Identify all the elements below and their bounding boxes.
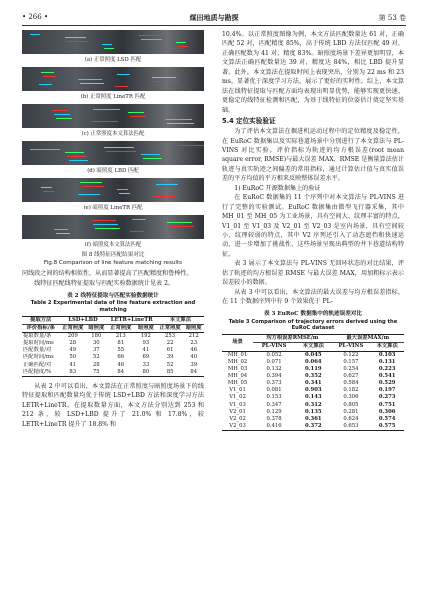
- table3-cell: 0.103: [378, 351, 396, 358]
- table2-group-cell: LETR+LineTR: [107, 316, 157, 324]
- right-paragraph-3: 在 EuRoC 数据集的 11 个序列中对本文算法与 PL-VINS 进行了完整的实验测试。EuRoC 数据集由微型飞行器采集，其中 MH_01 至 MH_05 为工业场景，具有空间大、纹理丰富的特点，V1_01 至 V1_03 及 V2_01 至 V2_03 是室内场景，具有空间较小、纹理较弱的特点，其中 V2 序列还引入了动态遮挡和快速运动，进一步增加了挑战性，这些场景呈现出典型的井下巷道结构特征。: [222, 194, 404, 258]
- matched-line-mark: [156, 184, 178, 185]
- table3-row: [222, 359, 404, 366]
- table3-cell: 0.122: [343, 351, 359, 358]
- matched-line-mark: [30, 149, 60, 150]
- matched-line-mark: [115, 86, 128, 87]
- table3-cell: 0.653: [343, 422, 359, 429]
- table2-cell: 192: [140, 333, 151, 340]
- table3-cell: 0.805: [343, 401, 359, 408]
- table2-cell: 23: [190, 340, 198, 347]
- table3-row: [222, 366, 404, 373]
- table3-cell: 0.541: [378, 372, 396, 379]
- table-2: [22, 316, 204, 377]
- matched-line-mark: [65, 152, 84, 153]
- table2-title-cn: 表 2 线特征提取与匹配实验数据统计: [67, 292, 159, 299]
- table2-sub-cell: 正常照度: [157, 324, 184, 332]
- matched-line-mark: [56, 233, 70, 234]
- table2-caption: [22, 293, 204, 314]
- table3-cell: 0.751: [378, 401, 396, 408]
- matched-line-mark: [56, 118, 72, 119]
- table3-cell: V1_01: [229, 387, 246, 394]
- table3-cell: MH_04: [227, 372, 248, 379]
- table3-cell: 0.157: [343, 358, 359, 365]
- table2-group-header: [22, 316, 204, 324]
- table3-cell: MH_05: [227, 380, 248, 387]
- table2-title-en: Table 2 Experimental data of line feature extraction and matching: [30, 300, 196, 313]
- table3-cell: 0.052: [266, 351, 282, 358]
- matched-line-mark: [128, 112, 144, 113]
- right-paragraph-1: 10.4%。以正常照度图像为例，本文方法匹配数量达 61 对，正确匹配 52 对，匹配精度 85%，高于传统 LBD 方法仅匹配 49 对，正确匹配数为 41 对，精度 83%。暗照度场景下差异更加明显，本文算法正确匹配数量达 39 对，精度达 84%，相比 LBD 提升显著。此外，本文算法在提取时间上表现突出，分别为 22 ms 和 23 ms，显著优于深度学习方法，展示了更好的实时性。综上，本文算法在线特征提取与匹配方面均表现出明显优势，能够实现更快速、更稳定的线特征检测和匹配，为基于线特征的位姿估计奠定坚实基础。: [222, 31, 404, 114]
- matched-line-mark: [91, 121, 118, 122]
- table2-cell: 46: [117, 361, 125, 368]
- table2-cell: 84: [117, 368, 125, 375]
- table3-sub-cell: 本文算法: [295, 343, 331, 351]
- table3-cell: 0.045: [305, 351, 322, 358]
- matched-line-mark: [54, 114, 70, 115]
- table3-cell: 0.197: [378, 387, 396, 394]
- table3-group-cell: 最大误差MAX/m: [332, 335, 404, 343]
- table3-cell: 0.129: [266, 408, 282, 415]
- table3-row: [222, 351, 404, 359]
- page-number: • 266 •: [22, 13, 49, 21]
- table2-cell: 83: [69, 368, 77, 375]
- matched-line-mark: [167, 222, 192, 223]
- table3-group-cell: 均方根误差RMSE/m: [253, 335, 331, 343]
- table3-cell: V2_01: [229, 408, 246, 415]
- matched-line-mark: [143, 158, 162, 159]
- matched-line-mark: [141, 39, 162, 40]
- table2-group-cell: LSD+LBD: [59, 316, 106, 324]
- matched-line-mark: [43, 76, 56, 77]
- table3-cell: 0.132: [266, 365, 282, 372]
- table3-cell: 0.223: [378, 365, 396, 372]
- table2-group-cell: 提取方法: [22, 316, 59, 324]
- table3-cell: 0.119: [305, 365, 322, 372]
- figure-panel-caption: (d) 暗照度 LBD 匹配: [87, 168, 139, 174]
- table2-cell: 80: [142, 368, 150, 375]
- table3-cell: 0.575: [378, 422, 396, 429]
- table3-title-cn: 表 3 EuRoC 数据集中的轨迹误差对比: [263, 311, 363, 318]
- table3-cell: V2_02: [229, 415, 246, 422]
- matched-line-mark: [65, 37, 86, 38]
- subsection-heading: 1) EuRoC 开源数据集上的验证: [234, 184, 321, 192]
- table3-title-en: Table 3 Comparison of trajectory errors derived using the EuRoC dataset: [228, 318, 398, 332]
- figure-panel-caption: (b) 正常照度 LineTR 匹配: [80, 94, 146, 100]
- table3-row: [222, 409, 404, 416]
- matched-line-mark: [30, 34, 40, 35]
- table3-row: [222, 394, 404, 401]
- figure-panel-caption: (f) 暗照度本文算法匹配: [84, 242, 142, 248]
- table2-sub-cell: 暗照度: [183, 324, 204, 332]
- table3-cell: 0.306: [343, 394, 359, 401]
- table3-caption: [222, 311, 404, 332]
- table3-row: [222, 402, 404, 409]
- table3-cell: 0.903: [305, 387, 322, 394]
- table2-cell: 66: [117, 354, 125, 361]
- table2-group-cell: 本文算法: [157, 316, 204, 324]
- matched-line-mark: [119, 193, 130, 194]
- table2-cell: 213: [115, 333, 126, 340]
- table3-cell: MH_03: [227, 365, 248, 372]
- table2-cell: 28: [92, 361, 100, 368]
- figure-caption: [22, 252, 204, 267]
- left-paragraph-2: 线特征匹配线特征提取与匹配实验数据统计见表 2。: [34, 279, 175, 287]
- table3-cell: 0.574: [378, 415, 396, 422]
- table3-cell: 0.281: [343, 408, 359, 415]
- table2-cell: 93: [142, 340, 150, 347]
- figure-panel-image: [22, 67, 204, 91]
- table3-cell: V1_03: [229, 401, 246, 408]
- matched-line-mark: [41, 187, 52, 188]
- matched-line-mark: [102, 44, 112, 45]
- table2-cell: 180: [91, 333, 102, 340]
- matched-line-mark: [169, 226, 194, 227]
- volume-label: 第 53 卷: [378, 14, 406, 22]
- table2-cell: 55: [117, 347, 125, 354]
- table3-sub-cell: 本文算法: [370, 343, 404, 351]
- matched-line-mark: [141, 154, 160, 155]
- table2-cell: 253: [165, 333, 176, 340]
- table3-cell: 0.064: [305, 358, 322, 365]
- right-paragraph-5: 从表 3 中可以看出，本文算法的最大误差与均方根误差指标，在 11 个数据序列中有 9 个效果优于 PL-: [222, 288, 404, 306]
- matched-line-mark: [82, 186, 104, 187]
- matched-line-mark: [52, 110, 68, 111]
- table3-sub-cell: PL-VINS: [332, 343, 371, 351]
- left-paragraph-1: 同线段之间的结构相似性，从而显著提高了匹配精度和鲁棒性。: [22, 270, 193, 278]
- table3-row: [222, 373, 404, 380]
- table3-cell: MH_01: [227, 351, 248, 358]
- figure-panel-caption: (e) 暗照度 LineTR 匹配: [83, 205, 143, 211]
- matched-line-mark: [67, 41, 88, 42]
- table3-cell: 0.306: [378, 408, 396, 415]
- table3-cell: 0.372: [305, 422, 322, 429]
- matched-line-mark: [176, 42, 186, 43]
- table2-cell: 46: [190, 347, 198, 354]
- table2-row: [22, 333, 204, 341]
- matched-line-mark: [154, 196, 176, 197]
- table3-cell: 0.135: [305, 408, 322, 415]
- table2-cell: 41: [142, 347, 150, 354]
- matched-line-mark: [139, 35, 160, 36]
- matched-line-mark: [93, 224, 118, 225]
- matched-line-mark: [95, 228, 120, 229]
- table3-cell: 0.182: [343, 387, 359, 394]
- table2-cell: 匹配时间/ms: [23, 354, 54, 361]
- matched-line-mark: [91, 220, 116, 221]
- matched-line-mark: [154, 81, 178, 82]
- table2-cell: 提取数量/条: [23, 333, 52, 340]
- table2-sub-cell: 暗照度: [86, 324, 107, 332]
- table2-sub-cell: 暗照度: [135, 324, 157, 332]
- right-paragraph-2: 为了评估本文算法在掘进机运动过程中的定位精度及稳定性，在 EuRoC 数据集以及实际巷道场景中分别进行了本文算法与 PL-VINS 对比实验。评价指标为轨迹的均方根误差(root mean square error, RMSE)与最大误差 MAX，RMSE 是衡量算法估计轨迹与真实轨迹之间偏差的常用指标，通过计算估计值与真实值误差的平方均值的平方根来反映整体误差水平。: [222, 128, 404, 183]
- table2-cell: 85: [166, 368, 174, 375]
- table2-cell: 69: [142, 354, 150, 361]
- matched-line-mark: [80, 83, 104, 84]
- matched-line-mark: [165, 119, 192, 120]
- figure-caption-cn: 图 8 线特征匹配结果对比: [81, 252, 145, 258]
- table3-cell: 0.254: [343, 365, 359, 372]
- section-heading: 5.4 定位实验验证: [222, 116, 276, 125]
- matched-line-mark: [178, 145, 204, 146]
- table3-cell: 0.341: [305, 380, 322, 387]
- table3-cell: 0.416: [266, 422, 282, 429]
- matched-line-mark: [104, 48, 114, 49]
- table2-cell: 209: [67, 333, 78, 340]
- right-column: [222, 30, 404, 431]
- matched-line-mark: [130, 116, 146, 117]
- matched-line-mark: [117, 189, 128, 190]
- table3-row: [222, 423, 404, 431]
- table2-body: [22, 333, 204, 377]
- figure-panel-image: [22, 104, 204, 128]
- table3-cell: 0.373: [266, 380, 282, 387]
- table3-cell: V1_02: [229, 394, 246, 401]
- matched-line-mark: [67, 156, 86, 157]
- table-3: [222, 334, 404, 431]
- table3-cell: 0.378: [266, 415, 282, 422]
- table3-cell: 0.131: [378, 358, 396, 365]
- matched-line-mark: [54, 229, 68, 230]
- table3-row: [222, 387, 404, 394]
- table2-cell: 75: [92, 368, 100, 375]
- matched-line-mark: [43, 191, 54, 192]
- table2-sub-cell: 正常照度: [59, 324, 86, 332]
- table3-cell: 0.071: [266, 358, 282, 365]
- table2-cell: 28: [69, 340, 77, 347]
- table2-cell: 212: [188, 333, 199, 340]
- table3-sub-cell: PL-VINS: [253, 343, 295, 351]
- matched-line-mark: [132, 219, 146, 220]
- table2-row: [22, 362, 204, 369]
- matched-line-mark: [41, 72, 54, 73]
- table3-row: [222, 416, 404, 423]
- matched-line-mark: [167, 123, 194, 124]
- table2-cell: 22: [166, 340, 174, 347]
- table3-row: [222, 380, 404, 387]
- table3-cell: 0.312: [305, 401, 322, 408]
- table2-cell: 41: [69, 361, 77, 368]
- table2-cell: 正确匹配/对: [23, 361, 52, 368]
- table3-cell: MH_02: [227, 358, 248, 365]
- matched-line-mark: [117, 74, 130, 75]
- table2-row: [22, 354, 204, 361]
- matched-line-mark: [152, 77, 176, 78]
- figure-panel-image: [22, 178, 204, 202]
- figure-panel-image: [22, 215, 204, 239]
- table2-cell: 匹配精度/%: [23, 368, 52, 375]
- matched-line-mark: [78, 79, 102, 80]
- matched-line-mark: [39, 84, 52, 85]
- table2-sub-cell: 评价指标/条: [22, 324, 59, 332]
- matched-line-mark: [93, 109, 120, 110]
- table2-row: [22, 369, 204, 377]
- table2-cell: 49: [69, 347, 77, 354]
- figure-panel-image: [22, 30, 204, 54]
- table2-cell: 40: [190, 354, 198, 361]
- figure-8: [22, 30, 204, 249]
- table2-cell: 52: [92, 354, 100, 361]
- matched-line-mark: [80, 182, 102, 183]
- table2-sub-header: [22, 324, 204, 332]
- table3-cell: 0.081: [266, 387, 282, 394]
- table3-cell: 0.361: [305, 415, 322, 422]
- table2-sub-cell: 正常照度: [107, 324, 135, 332]
- table2-cell: 提取时间/ms: [23, 340, 54, 347]
- journal-name: 煤田地质与勘探: [189, 13, 239, 22]
- table3-cell: V2_03: [229, 422, 246, 429]
- table2-cell: 50: [69, 354, 77, 361]
- matched-line-mark: [78, 194, 100, 195]
- left-column: [22, 30, 204, 429]
- header-rule: [22, 25, 406, 26]
- table2-cell: 39: [190, 361, 198, 368]
- table3-cell: 0.153: [266, 394, 282, 401]
- table3-body: [222, 351, 404, 431]
- table3-group-cell: 场景: [222, 335, 253, 351]
- figure-caption-en: Fig.8 Comparison of line feature matching results: [43, 259, 183, 266]
- table2-cell: 39: [166, 354, 174, 361]
- table3-cell: 0.529: [378, 380, 396, 387]
- matched-line-mark: [69, 160, 88, 161]
- right-paragraph-4: 表 3 展示了本文算法与 PL-VINS 无回环状态的对比结果，评估了轨迹的均方根误差 RMSE 与最大误差 MAX，用加粗标示表示误差较小的数据。: [222, 260, 404, 287]
- table3-group-header: [222, 335, 404, 343]
- left-paragraph-3: 从表 2 中可以看出，本文算法在正常照度与暗照度场景下的线特征提取和匹配数量均优于传统 LSD+LBD 方法和深度学习方法 LETR+LineTR。在提取数量方面，本文方法分别达到 253 和 212 条，较 LSD+LBD 提升了 21.0% 和 17.8%，较 LETR+LineTR 提升了 18.8% 和: [22, 382, 204, 428]
- figure-panel-image: [22, 141, 204, 165]
- table2-cell: 匹配数量/对: [23, 347, 52, 354]
- table3-cell: 0.347: [266, 401, 282, 408]
- table2-cell: 81: [117, 340, 125, 347]
- matched-line-mark: [178, 46, 188, 47]
- table2-cell: 30: [92, 340, 100, 347]
- table3-cell: 0.624: [343, 415, 359, 422]
- matched-line-mark: [104, 147, 134, 148]
- running-header: [22, 13, 406, 25]
- table2-cell: 52: [166, 361, 174, 368]
- table2-cell: 84: [190, 368, 198, 375]
- table3-cell: 0.143: [305, 394, 322, 401]
- matched-line-mark: [130, 231, 144, 232]
- table3-cell: 0.352: [305, 372, 322, 379]
- table3-cell: 0.584: [343, 380, 359, 387]
- figure-panel-caption: (a) 正常照度 LSD 匹配: [84, 57, 142, 63]
- matched-line-mark: [106, 151, 136, 152]
- table2-cell: 37: [92, 347, 100, 354]
- table2-cell: 61: [166, 347, 174, 354]
- table3-cell: 0.273: [378, 394, 396, 401]
- table3-cell: 0.394: [266, 372, 282, 379]
- table2-cell: 33: [142, 361, 150, 368]
- table3-cell: 0.627: [343, 372, 359, 379]
- figure-panel-caption: (c) 正常照度本文算法匹配: [81, 131, 145, 137]
